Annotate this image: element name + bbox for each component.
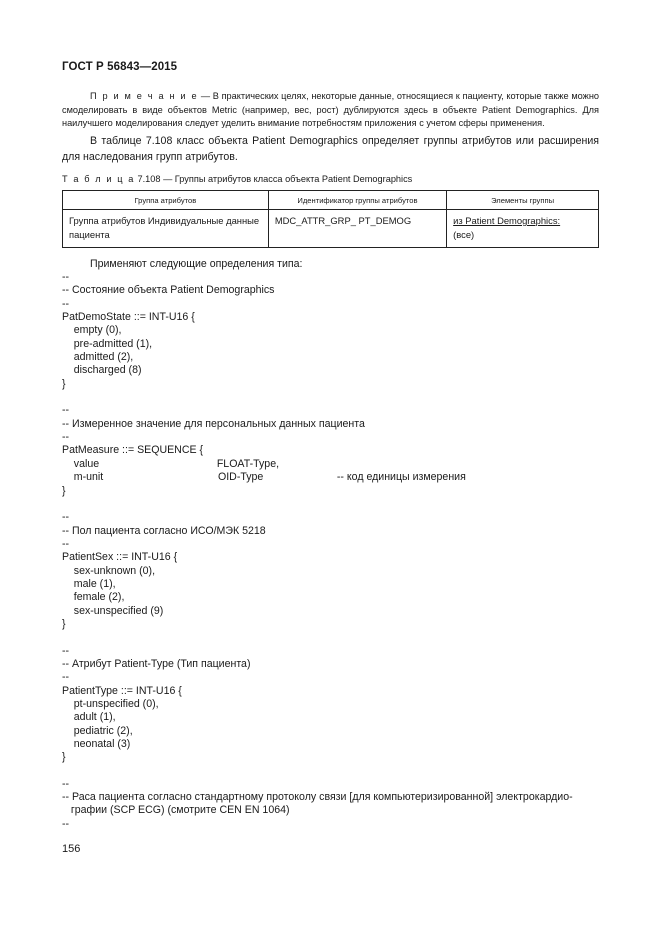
- cell-group: Группа атрибутов Индивидуальные данные пациента: [63, 210, 269, 248]
- code-line: --: [62, 817, 70, 830]
- code-line: --: [62, 671, 70, 684]
- table-row: [63, 210, 599, 248]
- note-label: П р и м е ч а н и е: [90, 91, 199, 101]
- code-line: value FLOAT-Type,: [62, 457, 280, 470]
- code-line: [62, 765, 607, 778]
- code-line: admitted (2),: [62, 351, 134, 364]
- intro-paragraph: [62, 134, 599, 165]
- code-line: графии (SCP ECG) (смотрите CEN EN 1064): [62, 804, 290, 817]
- code-line: adult (1),: [62, 711, 116, 724]
- intro-text: В таблице 7.108 класс объекта Patient Demographics определяет группы атрибутов или расширения для наследования групп атрибутов.: [62, 135, 599, 163]
- code-line: -- Раса пациента согласно стандартному протоколу связи [для компьютеризированной] электрокардио-: [62, 791, 573, 803]
- code-line: discharged (8): [62, 364, 142, 377]
- code-line: female (2),: [62, 591, 125, 604]
- code-line: male (1),: [62, 577, 116, 590]
- table-caption: [62, 174, 412, 184]
- page-number: 156: [62, 843, 81, 855]
- code-line: neonatal (3): [62, 738, 131, 751]
- code-line: }: [62, 377, 66, 390]
- code-line: -- Состояние объекта Patient Demographics: [62, 284, 275, 297]
- table-caption-label: Т а б л и ц а: [62, 174, 135, 184]
- code-line: m-unit OID-Type -- код единицы измерения: [62, 471, 466, 484]
- column-header-elements: Элементы группы: [447, 191, 599, 210]
- code-block: [62, 271, 607, 791]
- code-line: PatMeasure ::= SEQUENCE {: [62, 444, 204, 457]
- code-line: -- Измеренное значение для персональных данных пациента: [62, 417, 365, 430]
- document-header: ГОСТ Р 56843—2015: [62, 61, 178, 73]
- table-caption-text: 7.108 — Группы атрибутов класса объекта Patient Demographics: [134, 174, 413, 184]
- code-line: pediatric (2),: [62, 724, 133, 737]
- code-line: --: [62, 778, 70, 791]
- code-line: --: [62, 404, 70, 417]
- code-line: --: [62, 644, 70, 657]
- lead-text: Применяют следующие определения типа:: [90, 258, 303, 270]
- cell-elements: [447, 210, 599, 248]
- code-line: sex-unspecified (9): [62, 604, 164, 617]
- attribute-groups-table: [62, 190, 599, 248]
- code-line: --: [62, 537, 70, 550]
- code-line: }: [62, 617, 66, 630]
- code-line: -- Пол пациента согласно ИСО/МЭК 5218: [62, 524, 266, 537]
- elements-link[interactable]: из Patient Demographics:: [453, 215, 561, 226]
- code-line: }: [62, 751, 66, 764]
- code-line: PatientType ::= INT-U16 {: [62, 684, 182, 697]
- cell-id: MDC_ATTR_GRP_ PT_DEMOG: [268, 210, 446, 248]
- code-line: }: [62, 484, 66, 497]
- note-text: — В практических целях, некоторые данные, относящиеся к пациенту, которые также можно смоделировать в виде объектов Metric (например, вес, рост) дублируются здесь в объекте Patient Demographics. Для наилучшего моделирования следует уделить внимание потребностям приложения с учетом сферы применения.: [62, 91, 599, 129]
- code-line: --: [62, 271, 70, 283]
- code-line: empty (0),: [62, 324, 122, 337]
- code-line: -- Атрибут Patient-Type (Тип пациента): [62, 657, 251, 670]
- code-line: --: [62, 431, 70, 444]
- code-line: --: [62, 297, 70, 310]
- note-paragraph: [62, 90, 599, 131]
- code-line: [62, 498, 607, 511]
- column-header-id: Идентификатор группы атрибутов: [268, 191, 446, 210]
- table-header-row: [63, 191, 599, 210]
- code-line: pt-unspecified (0),: [62, 698, 159, 710]
- code-line: sex-unknown (0),: [62, 564, 156, 577]
- code-line: --: [62, 511, 70, 524]
- code-tail: [62, 791, 599, 831]
- code-line: PatDemoState ::= INT-U16 {: [62, 311, 195, 324]
- column-header-group: Группа атрибутов: [63, 191, 269, 210]
- code-line: [62, 631, 607, 644]
- code-line: PatientSex ::= INT-U16 {: [62, 551, 178, 564]
- elements-rest: (все): [453, 228, 475, 240]
- code-line: pre-admitted (1),: [62, 337, 153, 350]
- code-line: [62, 391, 607, 404]
